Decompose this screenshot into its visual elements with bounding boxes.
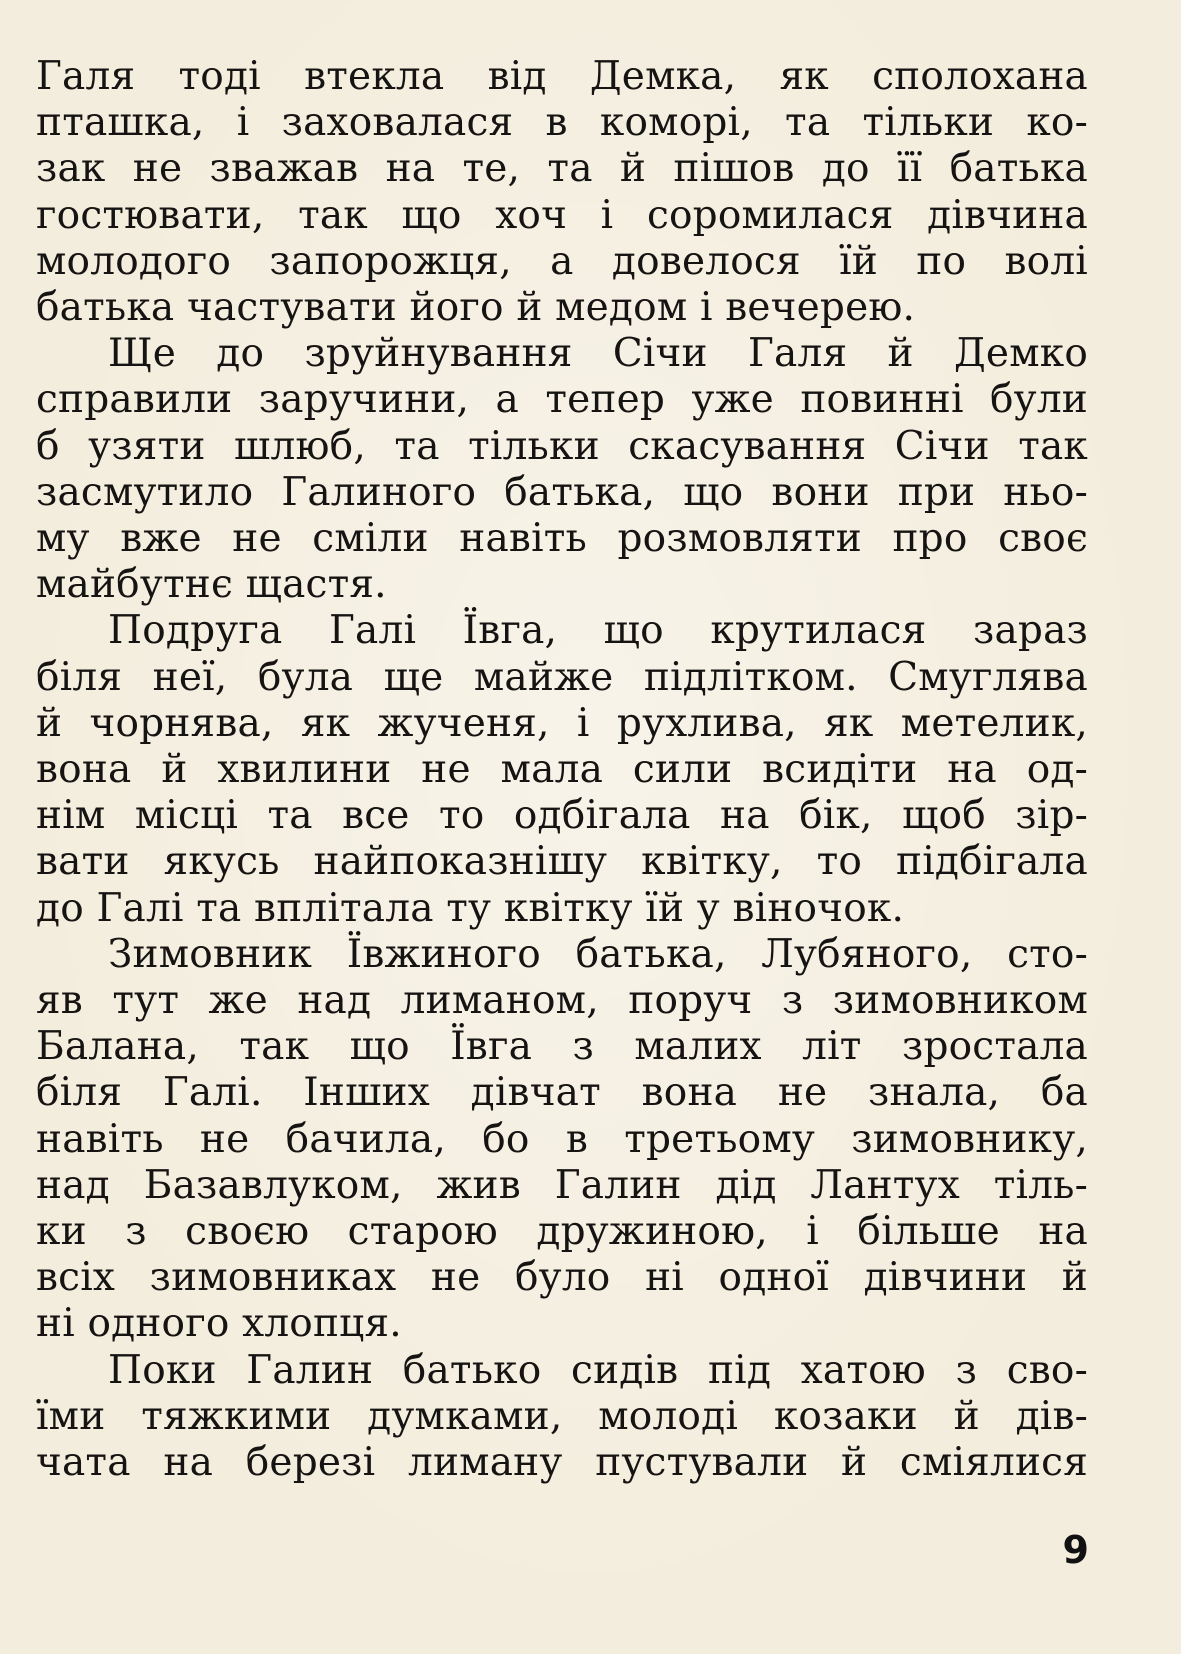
text-line: біля Галі. Інших дівчат вона не знала, ба [36, 1070, 1088, 1116]
text-line: ки з своєю старою дружиною, і більше на [36, 1209, 1088, 1255]
body-text [36, 54, 1088, 1486]
text-line: зак не зважав на те, та й пішов до її батька [36, 146, 1088, 192]
text-line: вати якусь найпоказнішу квітку, то підбігала [36, 839, 1088, 885]
text-line: нім місці та все то одбігала на бік, щоб зір- [36, 793, 1088, 839]
text-line: засмутило Галиного батька, що вони при ньо- [36, 469, 1088, 515]
text-line: му вже не сміли навіть розмовляти про своє [36, 516, 1088, 562]
text-line: й чорнява, як жученя, і рухлива, як метелик, [36, 700, 1088, 746]
text-line: навіть не бачила, бо в третьому зимовнику, [36, 1116, 1088, 1162]
text-line: над Базавлуком, жив Галин дід Лантух тіль- [36, 1162, 1088, 1208]
text-line: батька частувати його й медом і вечерею. [36, 285, 916, 331]
paragraph-5 [36, 1348, 1088, 1487]
text-line: гостювати, так що хоч і соромилася дівчина [36, 192, 1088, 238]
text-line: Зимовник Ївжиного батька, Лубяного, сто- [108, 931, 1088, 977]
paragraph-1 [36, 54, 1088, 331]
text-line: всіх зимовниках не було ні одної дівчини й [36, 1255, 1088, 1301]
text-line: яв тут же над лиманом, поруч з зимовником [36, 978, 1088, 1024]
text-line: біля неї, була ще майже підлітком. Смуглява [36, 654, 1088, 700]
text-line: до Галі та вплітала ту квітку їй у віночок. [36, 885, 905, 931]
text-line: Балана, так що Ївга з малих літ зростала [36, 1024, 1088, 1070]
page-number: 9 [1062, 1528, 1089, 1572]
text-line: справили заручини, а тепер уже повинні були [36, 377, 1088, 423]
text-line: ні одного хлопця. [36, 1301, 402, 1347]
text-line: чата на березі лиману пустували й сміялися [36, 1440, 1088, 1486]
text-line: Поки Галин батько сидів під хатою з сво- [108, 1347, 1088, 1393]
text-line: пташка, і заховалася в коморі, та тільки ко- [36, 100, 1088, 146]
paragraph-3 [36, 608, 1088, 931]
text-line: вона й хвилини не мала сили всидіти на од- [36, 747, 1088, 793]
text-line: їми тяжкими думками, молоді козаки й дів- [36, 1393, 1088, 1439]
text-line: Подруга Галі Ївга, що крутилася зараз [108, 608, 1088, 654]
text-line: б узяти шлюб, та тільки скасування Січи так [36, 423, 1088, 469]
text-line: молодого запорожця, а довелося їй по волі [36, 238, 1088, 284]
text-line: Галя тоді втекла від Демка, як сполохана [36, 54, 1088, 99]
paragraph-4 [36, 932, 1088, 1348]
paragraph-2 [36, 331, 1088, 608]
text-line: Ще до зруйнування Січи Галя й Демко [108, 331, 1088, 377]
text-line: майбутнє щастя. [36, 562, 387, 608]
